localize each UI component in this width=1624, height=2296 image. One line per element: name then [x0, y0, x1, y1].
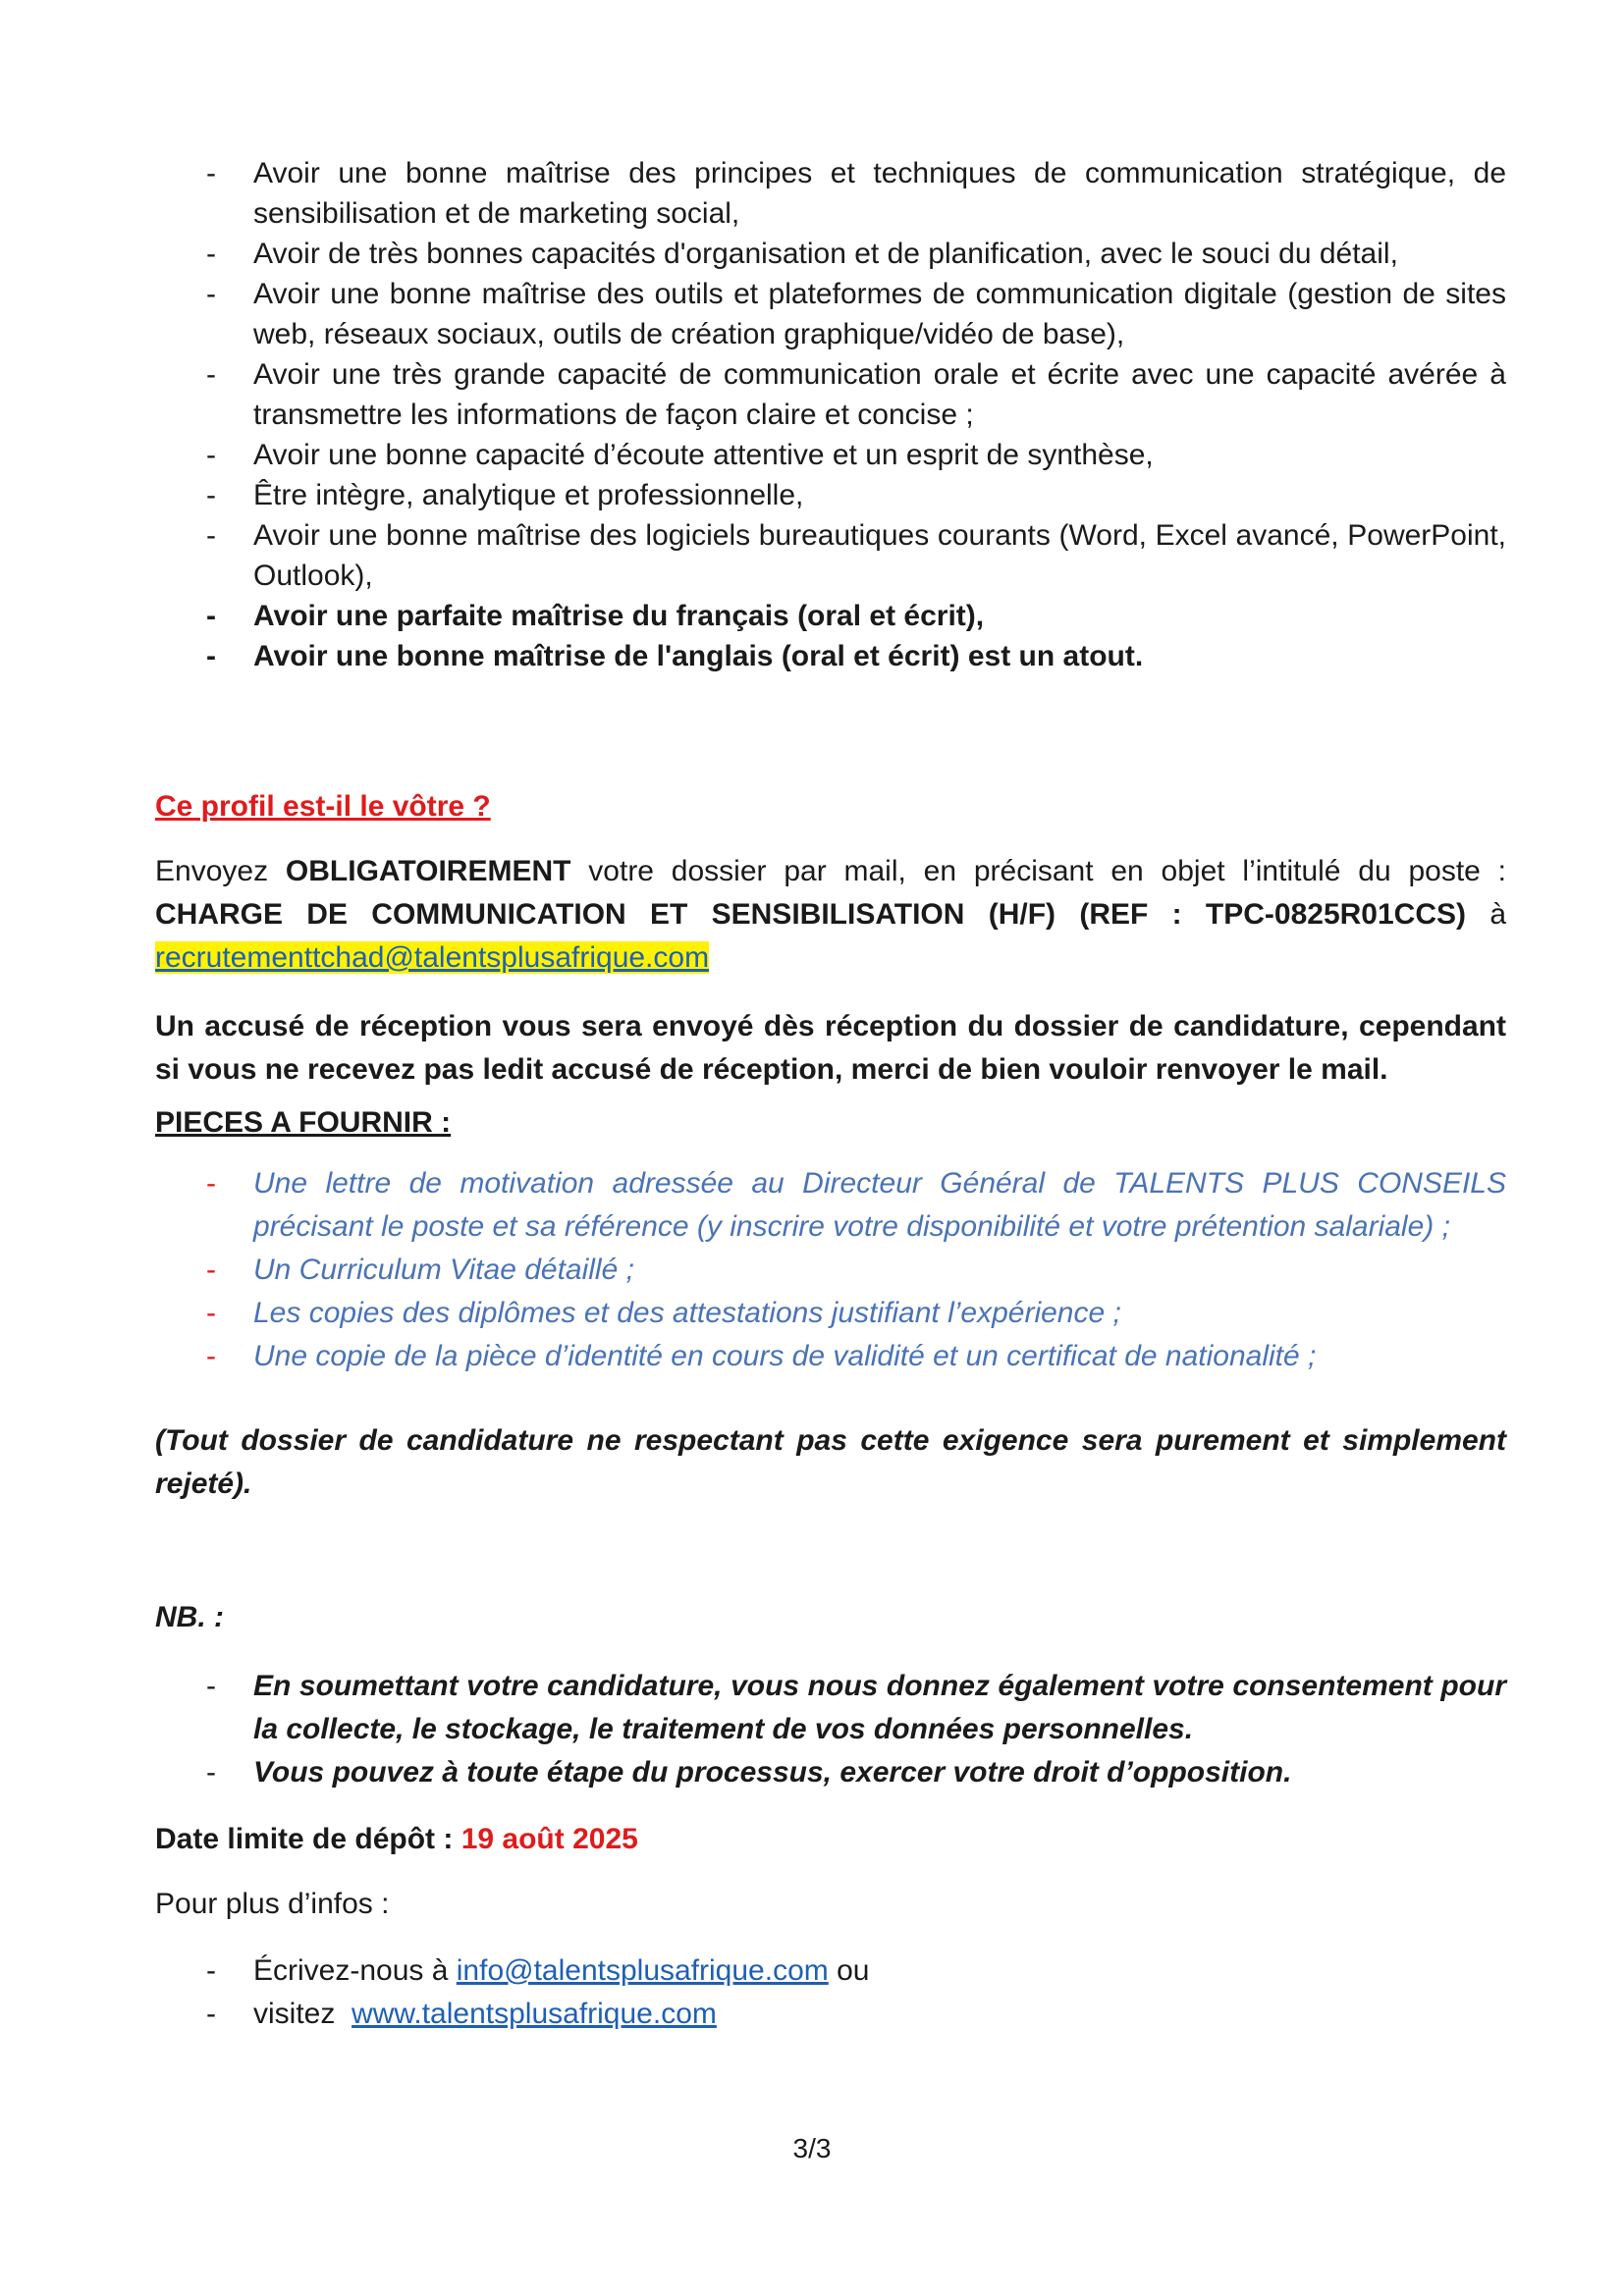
website-link[interactable]: www.talentsplusafrique.com — [352, 1998, 717, 2030]
list-item: - Avoir une très grande capacité de communication orale et écrite avec une capacité avérée à transmettre les informations de façon claire et concise ; — [206, 358, 1506, 431]
nb-heading: NB. : — [155, 1601, 224, 1633]
list-item: - Vous pouvez à toute étape du processus, exercer votre droit d’opposition. — [206, 1756, 1292, 1789]
more-info-label: Pour plus d’infos : — [155, 1888, 390, 1920]
nb-list — [155, 1665, 1506, 1794]
rejection-note: (Tout dossier de candidature ne respectant pas cette exigence sera purement et simplement rejeté). — [155, 1424, 1506, 1500]
list-item: - Avoir une bonne maîtrise des outils et plateformes de communication digitale (gestion de sites web, réseaux sociaux, outils de création graphique/vidéo de base), — [206, 278, 1506, 350]
list-item: - visitez www.talentsplusafrique.com — [206, 1998, 717, 2030]
page-number: 3/3 — [792, 2133, 832, 2163]
list-item: - Avoir une bonne maîtrise des principes et techniques de communication stratégique, de sensibilisation et de marketing social, — [206, 157, 1506, 230]
list-item: - Les copies des diplômes et des attestations justifiant l’expérience ; — [206, 1297, 1121, 1329]
deadline — [155, 1818, 1506, 1861]
deadline-date: 19 août 2025 — [460, 1823, 638, 1855]
contact-section — [155, 1949, 1506, 2036]
acknowledgement-text: Un accusé de réception vous sera envoyé dès réception du dossier de candidature, cependant si vous ne recevez pas ledit accusé de réception, merci de bien vouloir renvoyer le mail. — [155, 1010, 1506, 1086]
pieces-section — [155, 1162, 1506, 1378]
position-title: CHARGE DE COMMUNICATION ET SENSIBILISATION (H/F) (REF : TPC-0825R01CCS) — [155, 898, 1467, 931]
list-item: - En soumettant votre candidature, vous nous donnez également votre consentement pour la collecte, le stockage, le traitement de vos données personnelles. — [206, 1670, 1506, 1745]
mandatory-text: OBLIGATOIREMENT — [285, 855, 571, 887]
list-item: - Avoir une parfaite maîtrise du français (oral et écrit), — [206, 600, 985, 632]
list-item: - Un Curriculum Vitae détaillé ; — [206, 1254, 634, 1286]
nb-section — [155, 1665, 1506, 1794]
pieces-heading: PIECES A FOURNIR : — [155, 1106, 452, 1139]
recruitment-email-link[interactable]: recrutementtchad@talentsplusafrique.com — [155, 941, 710, 974]
list-item: - Être intègre, analytique et professionnelle, — [206, 479, 804, 511]
list-item: - Une copie de la pièce d’identité en cours de validité et un certificat de nationalité ; — [206, 1340, 1317, 1372]
list-item: - Avoir une bonne capacité d’écoute attentive et un esprit de synthèse, — [206, 439, 1154, 471]
contact-list — [155, 1949, 1506, 2036]
list-item: - Écrivez-nous à info@talentsplusafrique.com ou — [206, 1954, 870, 1987]
deadline-label: Date limite de dépôt : — [155, 1823, 454, 1855]
list-item: - Avoir de très bonnes capacités d'organisation et de planification, avec le souci du détail, — [206, 238, 1398, 270]
profile-heading: Ce profil est-il le vôtre ? — [155, 790, 491, 823]
pieces-list — [155, 1162, 1506, 1378]
send-instructions: Envoyez OBLIGATOIREMENT votre dossier par mail, en précisant en objet l’intitulé du poste : CHARGE DE COMMUNICATION ET SENSIBILISATION (H/F) (REF : TPC-0825R01CCS) à recrutementtchad@talentsplusafrique.com — [155, 855, 1507, 974]
list-item: - Avoir une bonne maîtrise de l'anglais (oral et écrit) est un atout. — [206, 640, 1144, 672]
list-item: - Avoir une bonne maîtrise des logiciels bureautiques courants (Word, Excel avancé, PowerPoint, Outlook), — [206, 519, 1506, 592]
info-email-link[interactable]: info@talentsplusafrique.com — [456, 1954, 829, 1987]
skills-list — [155, 153, 1506, 676]
skills-section — [155, 153, 1506, 676]
list-item: - Une lettre de motivation adressée au Directeur Général de TALENTS PLUS CONSEILS précisant le poste et sa référence (y inscrire votre disponibilité et votre prétention salariale) ; — [206, 1167, 1506, 1243]
